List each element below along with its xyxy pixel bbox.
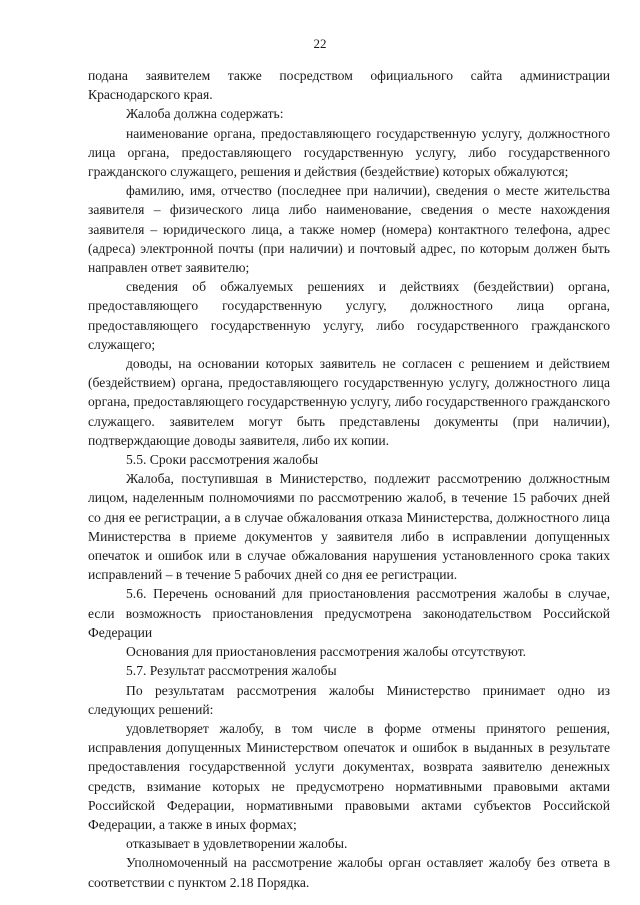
paragraph: сведения об обжалуемых решениях и действиях (бездействии) органа, предоставляющего государственную услугу, должностного лица органа, предоставляющего государственную услугу, либо государственного гражданского служащего;	[88, 279, 610, 352]
paragraph: 5.5. Сроки рассмотрения жалобы	[126, 452, 319, 468]
paragraph: Основания для приостановления рассмотрения жалобы отсутствуют.	[126, 644, 527, 660]
paragraph: Жалоба, поступившая в Министерство, подлежит рассмотрению должностным лицом, наделенным полномочиями по рассмотрению жалоб, в течение 15 рабочих дней со дня ее регистрации, а в случае обжалования отказа Министерства, должностного лица Министерства в приеме документов у заявителя либо в исправлении допущенных опечаток и ошибок или в случае обжалования нарушения установленного срока таких исправлений – в течение 5 рабочих дней со дня ее регистрации.	[88, 471, 610, 583]
paragraph: удовлетворяет жалобу, в том числе в форме отмены принятого решения, исправления допущенных Министерством опечаток и ошибок в выданных в результате предоставления государственной услуги документах, возврата заявителю денежных средств, взимание которых не предусмотрено нормативными правовыми актами Российской Федерации, нормативными правовыми актами субъектов Российской Федерации, а также в иных формах;	[88, 720, 610, 832]
paragraph: 5.7. Результат рассмотрения жалобы	[126, 663, 337, 679]
paragraph: наименование органа, предоставляющего государственную услугу, должностного лица органа, предоставляющего государственную услугу, либо государственного гражданского служащего, решения и действия (бездействие) которых обжалуются;	[88, 125, 610, 180]
page-number: 22	[313, 36, 327, 51]
paragraph: Жалоба должна содержать:	[126, 106, 284, 122]
paragraph: фамилию, имя, отчество (последнее при наличии), сведения о месте жительства заявителя – физического лица либо наименование, сведения о месте нахождения заявителя – юридического лица, а также номер (номера) контактного телефона, адрес (адреса) электронной почты (при наличии) и почтовый адрес, по которым должен быть направлен ответ заявителю;	[88, 183, 610, 276]
document-body	[88, 66, 610, 892]
paragraph: подана заявителем также посредством официального сайта администрации Краснодарского края.	[88, 68, 610, 103]
paragraph: По результатам рассмотрения жалобы Министерство принимает одно из следующих решений:	[88, 682, 610, 717]
paragraph: 5.6. Перечень оснований для приостановления рассмотрения жалобы в случае, если возможность приостановления предусмотрена законодательством Российской Федерации	[88, 586, 610, 640]
paragraph: отказывает в удовлетворении жалобы.	[126, 836, 348, 852]
paragraph: Уполномоченный на рассмотрение жалобы орган оставляет жалобу без ответа в соответствии с пунктом 2.18 Порядка.	[88, 855, 610, 890]
paragraph: доводы, на основании которых заявитель не согласен с решением и действием (бездействием) органа, предоставляющего государственную услугу, должностного лица органа, предоставляющего государственную услугу, либо государственного гражданского служащего. заявителем могут быть представлены документы (при наличии), подтверждающие доводы заявителя, либо их копии.	[88, 356, 610, 448]
